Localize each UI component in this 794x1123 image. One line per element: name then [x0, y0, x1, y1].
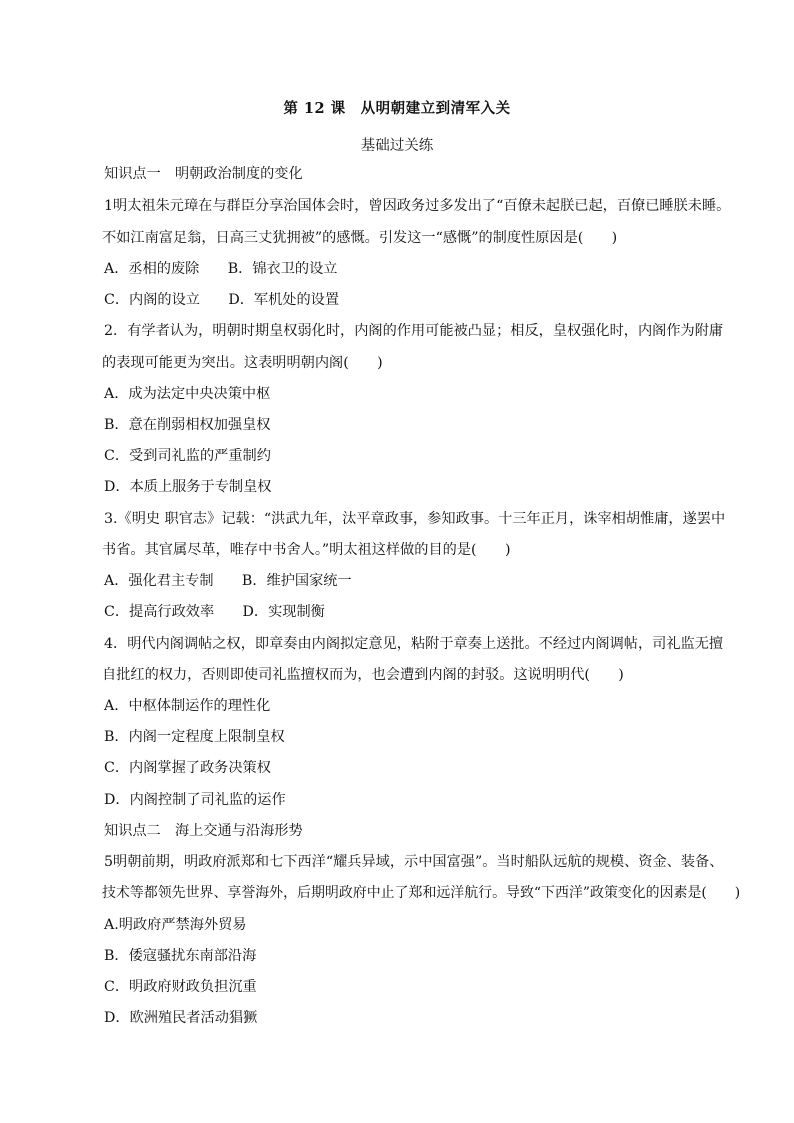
knowledge-point-heading-2: 知识点二 海上交通与沿海形势	[104, 823, 303, 839]
question-2-option-c: C．受到司礼监的严重制约	[104, 448, 271, 464]
question-4-option-d: D．内阁控制了司礼监的运作	[104, 792, 286, 808]
question-5-text: 5明朝前期，明政府派郑和七下西洋“耀兵异域，示中国富强”。当时船队远航的规模、资金、装备、	[104, 854, 724, 870]
question-5-option-a: A.明政府严禁海外贸易	[104, 917, 247, 933]
question-3-options-cd: C．提高行政效率 D．实现制衡	[104, 604, 325, 620]
question-5-text-cont: 技术等都领先世界、享誉海外，后期明政府中止了郑和远洋航行。导致“下西洋”政策变化的因素是( )	[102, 885, 741, 901]
question-1-options-cd: C．内阁的设立 D．军机处的设置	[104, 292, 340, 308]
question-3-text: 3.《明史 职官志》记载：“洪武九年，汰平章政事，参知政事。十三年正月，诛宰相胡惟庸，遂罢中	[104, 511, 726, 527]
question-2-text: 2．有学者认为，明朝时期皇权弱化时，内阁的作用可能被凸显；相反，皇权强化时，内阁作为附庸	[104, 323, 724, 339]
question-1-options-ab: A．丞相的废除 B．锦衣卫的设立	[104, 261, 338, 277]
question-1-text: 1明太祖朱元璋在与群臣分享治国体会时，曾因政务过多发出了“百僚未起朕已起，百僚已睡朕未睡。	[104, 198, 731, 214]
lesson-title: 第 12 课 从明朝建立到清军入关	[283, 100, 511, 117]
question-4-option-a: A．中枢体制运作的理性化	[104, 698, 271, 714]
question-2-option-d: D．本质上服务于专制皇权	[104, 479, 272, 495]
section-subtitle: 基础过关练	[360, 138, 434, 154]
question-2-option-b: B．意在削弱相权加强皇权	[104, 417, 271, 433]
question-5-option-c: C．明政府财政负担沉重	[104, 979, 257, 995]
question-1-text-cont: 不如江南富足翁，日高三丈犹拥被”的感慨。引发这一“感慨”的制度性原因是( )	[102, 230, 618, 246]
question-4-option-b: B．内阁一定程度上限制皇权	[104, 729, 285, 745]
question-2-text-cont: 的表现可能更为突出。这表明明朝内阁( )	[102, 355, 383, 371]
question-5-option-b: B．倭寇骚扰东南部沿海	[104, 948, 257, 964]
question-4-text-cont: 自批红的权力，否则即使司礼监擅权而为，也会遭到内阁的封驳。这说明明代( )	[102, 667, 624, 683]
question-3-text-cont: 书省。其官属尽革，唯存中书舍人。”明太祖这样做的目的是( )	[102, 542, 511, 558]
question-4-text: 4．明代内阁调帖之权，即章奏由内阁拟定意见，粘附于章奏上送批。不经过内阁调帖，司礼监无擅	[104, 636, 724, 652]
question-3-options-ab: A．强化君主专制 B．维护国家统一	[104, 573, 352, 589]
question-4-option-c: C．内阁掌握了政务决策权	[104, 760, 271, 776]
question-5-option-d: D．欧洲殖民者活动猖獗	[104, 1010, 258, 1026]
question-2-option-a: A．成为法定中央决策中枢	[104, 386, 271, 402]
knowledge-point-heading: 知识点一 明朝政治制度的变化	[104, 166, 303, 182]
